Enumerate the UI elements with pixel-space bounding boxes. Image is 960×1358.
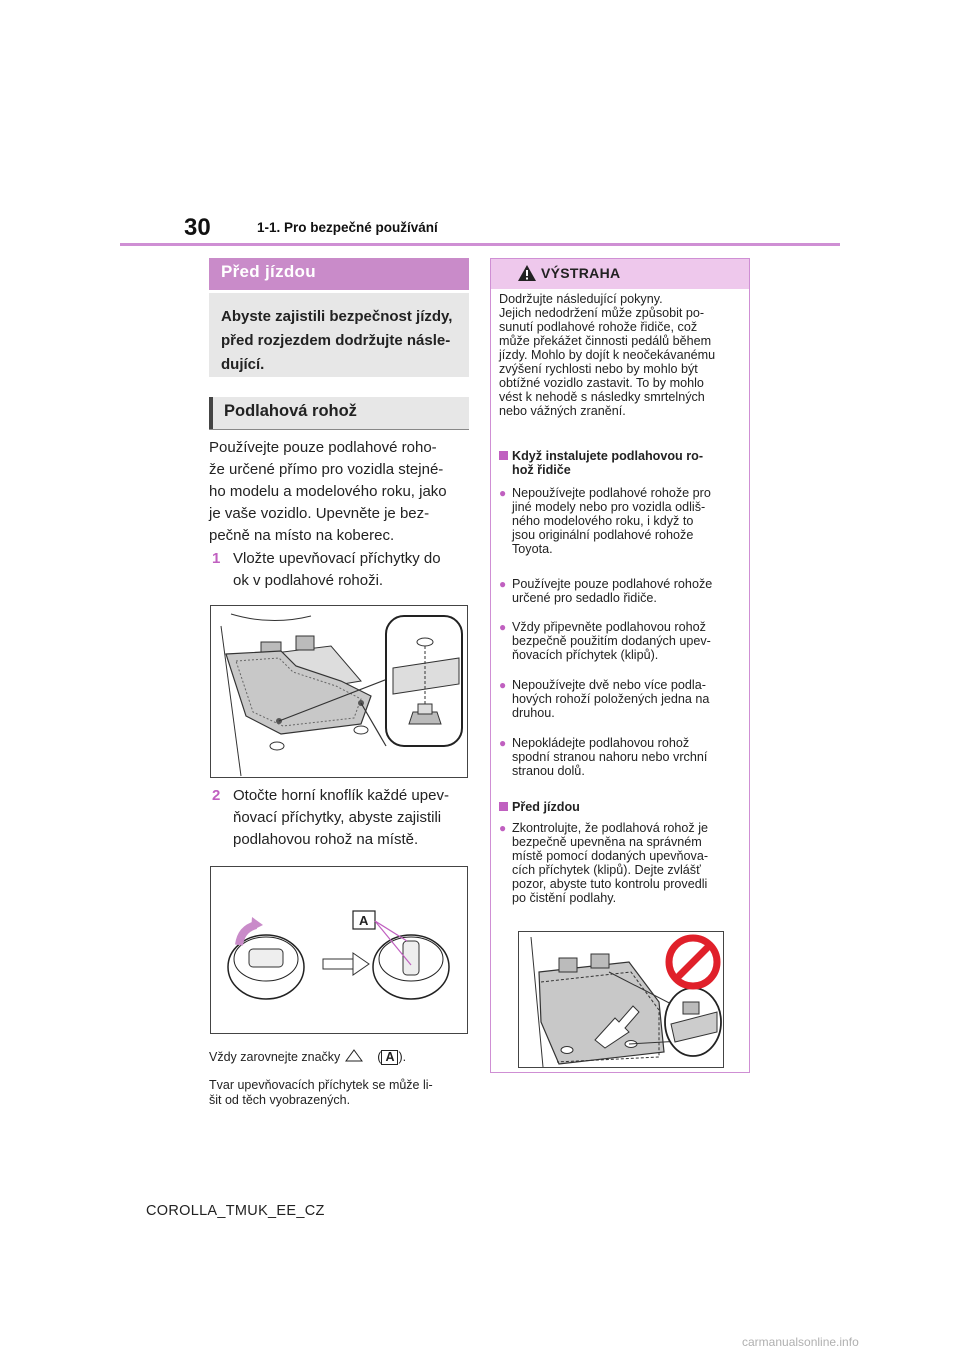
figure-callout-label: A <box>359 913 369 928</box>
caption-paren-close: ). <box>398 1050 407 1064</box>
section-title: Před jízdou <box>209 258 469 290</box>
paragraph-line: pečně na místo na koberec. <box>209 527 395 544</box>
caption-shape-note <box>209 1078 471 1108</box>
step-line: Otočte horní knoflík každé upev- <box>233 787 449 804</box>
header-divider <box>120 243 840 246</box>
warning-item-line: ňovacích příchytek (klipů). <box>512 648 659 662</box>
warning-line: zvýšení rychlosti nebo by mohlo být <box>499 362 698 376</box>
intro-line: před rozjezdem dodržujte násle- <box>221 332 451 349</box>
warning-subheading-before-driving <box>499 800 745 814</box>
warning-item-line: hových rohoží položených jedna na <box>512 692 710 706</box>
intro-box <box>209 293 469 377</box>
round-bullet-icon: ● <box>499 821 507 835</box>
warning-item-line: jsou originální podlahové rohože <box>512 528 694 542</box>
warning-line: jízdy. Mohlo by dojít k neočekávanému <box>499 348 716 362</box>
step-number: 1 <box>212 550 221 567</box>
warning-item-line: pozor, abyste tuto kontrolu provedli <box>512 877 708 891</box>
floor-mat-paragraph <box>209 437 471 547</box>
warning-item-line: Toyota. <box>512 542 553 556</box>
warning-item-line: Nepoužívejte dvě nebo více podla- <box>512 678 706 692</box>
caption-callout-label: A <box>381 1050 398 1065</box>
round-bullet-icon: ● <box>499 620 507 634</box>
step-number: 2 <box>212 787 221 804</box>
incorrect-mat-drawing <box>519 932 724 1068</box>
step-1 <box>209 548 471 592</box>
warning-intro <box>499 292 745 418</box>
warning-item-line: druhou. <box>512 706 555 720</box>
warning-item-line: stranou dolů. <box>512 764 585 778</box>
warning-item <box>499 678 745 720</box>
subsection-rule <box>209 429 469 430</box>
warning-subheading-line: hož řidiče <box>512 463 571 477</box>
clip-knob-rotation-illustration <box>210 866 468 1034</box>
step-line: ňovací příchytky, abyste zajistili <box>233 809 442 826</box>
warning-item-line: bezpečně použitím dodaných upev- <box>512 634 711 648</box>
page-number: 30 <box>184 214 211 241</box>
square-bullet-icon <box>499 802 508 811</box>
watermark[interactable]: carmanualsonline.info <box>742 1335 859 1349</box>
warning-item-line: Zkontrolujte, že podlahová rohož je <box>512 821 709 835</box>
round-bullet-icon: ● <box>499 486 507 500</box>
warning-subheading-install <box>499 449 745 477</box>
round-bullet-icon: ● <box>499 577 507 591</box>
warning-header <box>491 259 749 289</box>
warning-item <box>499 821 745 905</box>
warning-item-line: po čistění podlahy. <box>512 891 617 905</box>
warning-item <box>499 486 745 556</box>
warning-item-line: Používejte pouze podlahové rohože <box>512 577 713 591</box>
caption-line: Tvar upevňovacích příchytek se může li- <box>209 1078 433 1092</box>
warning-box <box>490 258 750 1073</box>
warning-item-line: místě pomocí dodaných upevňova- <box>512 849 709 863</box>
warning-item-line: určené pro sedadlo řidiče. <box>512 591 657 605</box>
step-line: ok v podlahové rohoži. <box>233 572 384 589</box>
warning-item <box>499 736 745 778</box>
intro-line: Abyste zajistili bezpečnost jízdy, <box>221 308 453 325</box>
warning-line: obtížné vozidlo zastavit. To by mohlo <box>499 376 704 390</box>
round-bullet-icon: ● <box>499 736 507 750</box>
warning-line: Jejich nedodržení může způsobit po- <box>499 306 705 320</box>
paragraph-line: ho modelu a modelového roku, jako <box>209 483 447 500</box>
warning-item-line: Nepoužívejte podlahové rohože pro <box>512 486 711 500</box>
step-2 <box>209 785 471 851</box>
caption-line: šit od těch vyobrazených. <box>209 1093 351 1107</box>
intro-line: dující. <box>221 356 265 373</box>
warning-item <box>499 577 745 605</box>
step-line: podlahovou rohož na místě. <box>233 831 419 848</box>
floor-mat-clip-illustration <box>210 605 468 778</box>
warning-item-line: Vždy připevněte podlahovou rohož <box>512 620 706 634</box>
warning-line: nebo vážných zranění. <box>499 404 626 418</box>
clip-knob-drawing <box>211 867 468 1034</box>
round-bullet-icon: ● <box>499 678 507 692</box>
warning-line: vést k nehodě s následky smrtelných <box>499 390 705 404</box>
warning-item-line: cích příchytek (klipů). Dejte zvlášť <box>512 863 701 877</box>
warning-subheading-line: Když instalujete podlahovou ro- <box>512 449 704 463</box>
warning-line: Dodržujte následující pokyny. <box>499 292 663 306</box>
chapter-title: 1-1. Pro bezpečné používání <box>257 220 438 235</box>
step-line: Vložte upevňovací příchytky do <box>233 550 441 567</box>
document-code: COROLLA_TMUK_EE_CZ <box>146 1203 325 1219</box>
paragraph-line: že určené přímo pro vozidla stejné- <box>209 461 444 478</box>
caption-align-marks <box>209 1049 471 1065</box>
warning-line: sunutí podlahové rohože řidiče, což <box>499 320 698 334</box>
warning-line: může překážet činnosti pedálů během <box>499 334 712 348</box>
warning-item-line: ného modelového roku, i když to <box>512 514 694 528</box>
warning-item-line: jiné modely nebo pro vozidla odliš- <box>512 500 706 514</box>
subsection-heading: Podlahová rohož <box>209 397 469 429</box>
warning-item-line: bezpečně upevněna na správném <box>512 835 702 849</box>
triangle-mark-icon <box>344 1049 374 1063</box>
square-bullet-icon <box>499 451 508 460</box>
paragraph-line: Používejte pouze podlahové roho- <box>209 439 437 456</box>
warning-title: VÝSTRAHA <box>541 265 621 281</box>
incorrect-mat-illustration <box>518 931 724 1068</box>
warning-triangle-icon <box>517 264 537 282</box>
paragraph-line: je vaše vozidlo. Upevněte je bez- <box>209 505 430 522</box>
caption-paren-open: ( <box>377 1050 382 1064</box>
warning-item <box>499 620 745 662</box>
warning-subheading-line: Před jízdou <box>512 800 580 814</box>
warning-item-line: Nepokládejte podlahovou rohož <box>512 736 690 750</box>
caption-text: Vždy zarovnejte značky <box>209 1050 341 1064</box>
warning-item-line: spodní stranou nahoru nebo vrchní <box>512 750 708 764</box>
floor-mat-drawing <box>211 606 468 778</box>
